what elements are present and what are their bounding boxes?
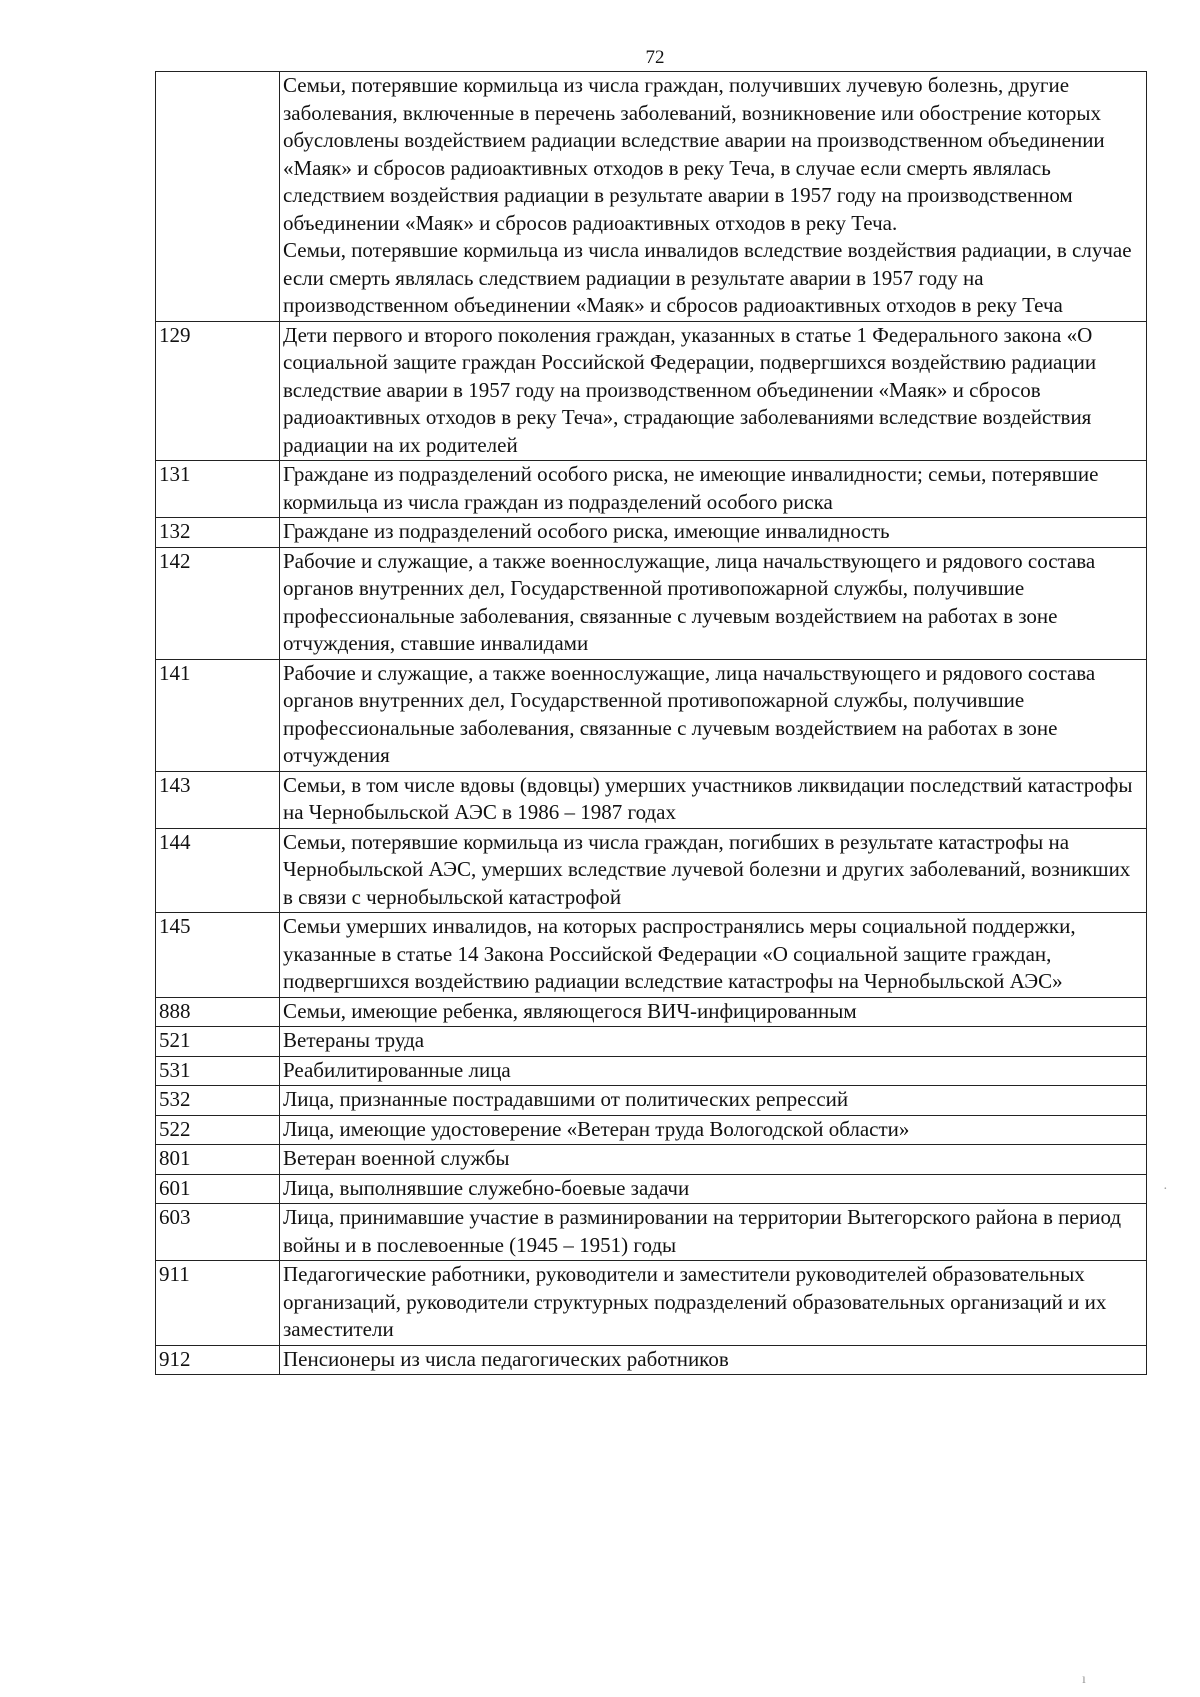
category-code-cell: 131 (156, 461, 280, 518)
category-description-cell (280, 1204, 1147, 1261)
category-description-cell (280, 518, 1147, 548)
category-description-cell (280, 997, 1147, 1027)
category-description-cell (280, 1086, 1147, 1116)
category-description-cell (280, 547, 1147, 659)
category-code-cell: 912 (156, 1345, 280, 1375)
table-row (156, 72, 1147, 322)
category-description-paragraph: Лица, признанные пострадавшими от политических репрессий (283, 1087, 849, 1111)
table-row (156, 1174, 1147, 1204)
category-code-cell: 522 (156, 1115, 280, 1145)
category-description-cell (280, 461, 1147, 518)
category-code-cell: 888 (156, 997, 280, 1027)
table-row (156, 547, 1147, 659)
category-description-paragraph: Рабочие и служащие, а также военнослужащие, лица начальствующего и рядового состава органов внутренних дел, Государственной противопожарной службы, получившие профессиональные заболевания, связанные с лучевым воздействием на работах в зоне отчуждения, ставшие инвалидами (283, 548, 1096, 655)
category-code-cell: 141 (156, 659, 280, 771)
category-description-cell (280, 1345, 1147, 1375)
category-description-cell (280, 1145, 1147, 1175)
category-description-cell (280, 1115, 1147, 1145)
table-row (156, 321, 1147, 461)
category-description-paragraph: Лица, выполнявшие служебно-боевые задачи (283, 1175, 690, 1200)
category-description-paragraph: Граждане из подразделений особого риска, имеющие инвалидность (283, 519, 890, 543)
table-row (156, 828, 1147, 913)
category-description-cell (280, 659, 1147, 771)
category-description-paragraph: Дети первого и второго поколения граждан, указанных в статье 1 Федерального закона «О социальной защите граждан Российской Федерации, подвергшихся воздействию радиации вследствие аварии в 1957 году на производственном объединении «Маяк» и сбросов радиоактивных отходов в реку Теча», страдающие заболеваниями вследствие воздействия радиации на их родителей (283, 322, 1097, 457)
category-code-cell (156, 72, 280, 322)
category-code-cell: 143 (156, 771, 280, 828)
category-description-paragraph: Пенсионеры из числа педагогических работников (283, 1346, 729, 1371)
table-row (156, 771, 1147, 828)
table-body (156, 72, 1147, 1375)
category-description-paragraph: Семьи, потерявшие кормильца из числа инвалидов вследствие воздействия радиации, в случае если смерть являлась следствием радиации в результате аварии в 1957 году на производственном объединении «Маяк» и сбросов радиоактивных отходов в реку Теча (283, 238, 1132, 317)
category-description-cell (280, 828, 1147, 913)
category-code-cell: 144 (156, 828, 280, 913)
table-row (156, 1056, 1147, 1086)
category-description-cell (280, 1027, 1147, 1057)
category-description-paragraph: Семьи, имеющие ребенка, являющегося ВИЧ-инфицированным (283, 998, 857, 1023)
category-code-cell: 531 (156, 1056, 280, 1086)
category-description-cell (280, 1174, 1147, 1204)
category-description-paragraph: Семьи, потерявшие кормильца из числа граждан, получивших лучевую болезнь, другие заболевания, включенные в перечень заболеваний, возникновение или обострение которых обусловлены воздействием радиации вследствие аварии на производственном объединении «Маяк» и сбросов радиоактивных отходов в реку Теча, в случае если смерть являлась следствием воздействия радиации в результате аварии в 1957 году на производственном объединении «Маяк» и сбросов радиоактивных отходов в реку Теча. (283, 73, 1105, 235)
table-row (156, 659, 1147, 771)
category-description-paragraph: Педагогические работники, руководители и заместители руководителей образовательных организаций, руководители структурных подразделений образовательных организаций и их заместители (283, 1262, 1107, 1341)
category-code-cell: 132 (156, 518, 280, 548)
category-code-cell: 911 (156, 1261, 280, 1346)
category-description-cell (280, 321, 1147, 461)
scan-speck: ı (1082, 1672, 1086, 1687)
table-row (156, 997, 1147, 1027)
category-code-cell: 142 (156, 547, 280, 659)
table-row (156, 1027, 1147, 1057)
category-description-paragraph: Лица, имеющие удостоверение «Ветеран труда Вологодской области» (283, 1116, 910, 1141)
category-description-cell (280, 1261, 1147, 1346)
category-description-paragraph: Семьи умерших инвалидов, на которых распространялись меры социальной поддержки, указанные в статье 14 Закона Российской Федерации «О социальной защите граждан, подвергшихся воздействию радиации вследствие катастрофы на Чернобыльской АЭС» (283, 914, 1076, 993)
category-description-cell (280, 913, 1147, 998)
category-description-cell (280, 1056, 1147, 1086)
category-code-table (155, 71, 1147, 1375)
category-description-paragraph: Ветераны труда (283, 1028, 425, 1052)
category-description-paragraph: Семьи, потерявшие кормильца из числа граждан, погибших в результате катастрофы на Чернобыльской АЭС, умерших вследствие лучевой болезни и других заболеваний, возникших в связи с чернобыльской катастрофой (283, 829, 1131, 909)
table-row (156, 1261, 1147, 1346)
category-description-paragraph: Рабочие и служащие, а также военнослужащие, лица начальствующего и рядового состава органов внутренних дел, Государственной противопожарной службы, получившие профессиональные заболевания, связанные с лучевым воздействием на работах в зоне отчуждения (283, 660, 1096, 767)
page-number: 72 (645, 47, 665, 68)
category-code-cell: 603 (156, 1204, 280, 1261)
table-row (156, 1086, 1147, 1116)
category-description-cell (280, 771, 1147, 828)
category-description-paragraph: Семьи, в том числе вдовы (вдовцы) умерших участников ликвидации последствий катастрофы на Чернобыльской АЭС в 1986 – 1987 годах (283, 772, 1133, 824)
scan-speck: · (1163, 1182, 1168, 1197)
category-code-cell: 801 (156, 1145, 280, 1175)
table-row (156, 1204, 1147, 1261)
table-row (156, 1115, 1147, 1145)
category-code-cell: 129 (156, 321, 280, 461)
table-row (156, 1145, 1147, 1175)
category-description-paragraph: Лица, принимавшие участие в разминировании на территории Вытегорского района в период войны и в послевоенные (1945 – 1951) годы (283, 1205, 1122, 1257)
table-row (156, 913, 1147, 998)
category-description-cell (280, 72, 1147, 322)
category-code-cell: 145 (156, 913, 280, 998)
table-row (156, 1345, 1147, 1375)
category-code-cell: 521 (156, 1027, 280, 1057)
category-code-cell: 601 (156, 1174, 280, 1204)
category-code-cell: 532 (156, 1086, 280, 1116)
category-description-paragraph: Граждане из подразделений особого риска, не имеющие инвалидности; семьи, потерявшие кормильца из числа граждан из подразделений особого риска (283, 462, 1099, 514)
table-row (156, 518, 1147, 548)
table-row (156, 461, 1147, 518)
category-description-paragraph: Реабилитированные лица (283, 1057, 511, 1082)
category-description-paragraph: Ветеран военной службы (283, 1146, 510, 1170)
